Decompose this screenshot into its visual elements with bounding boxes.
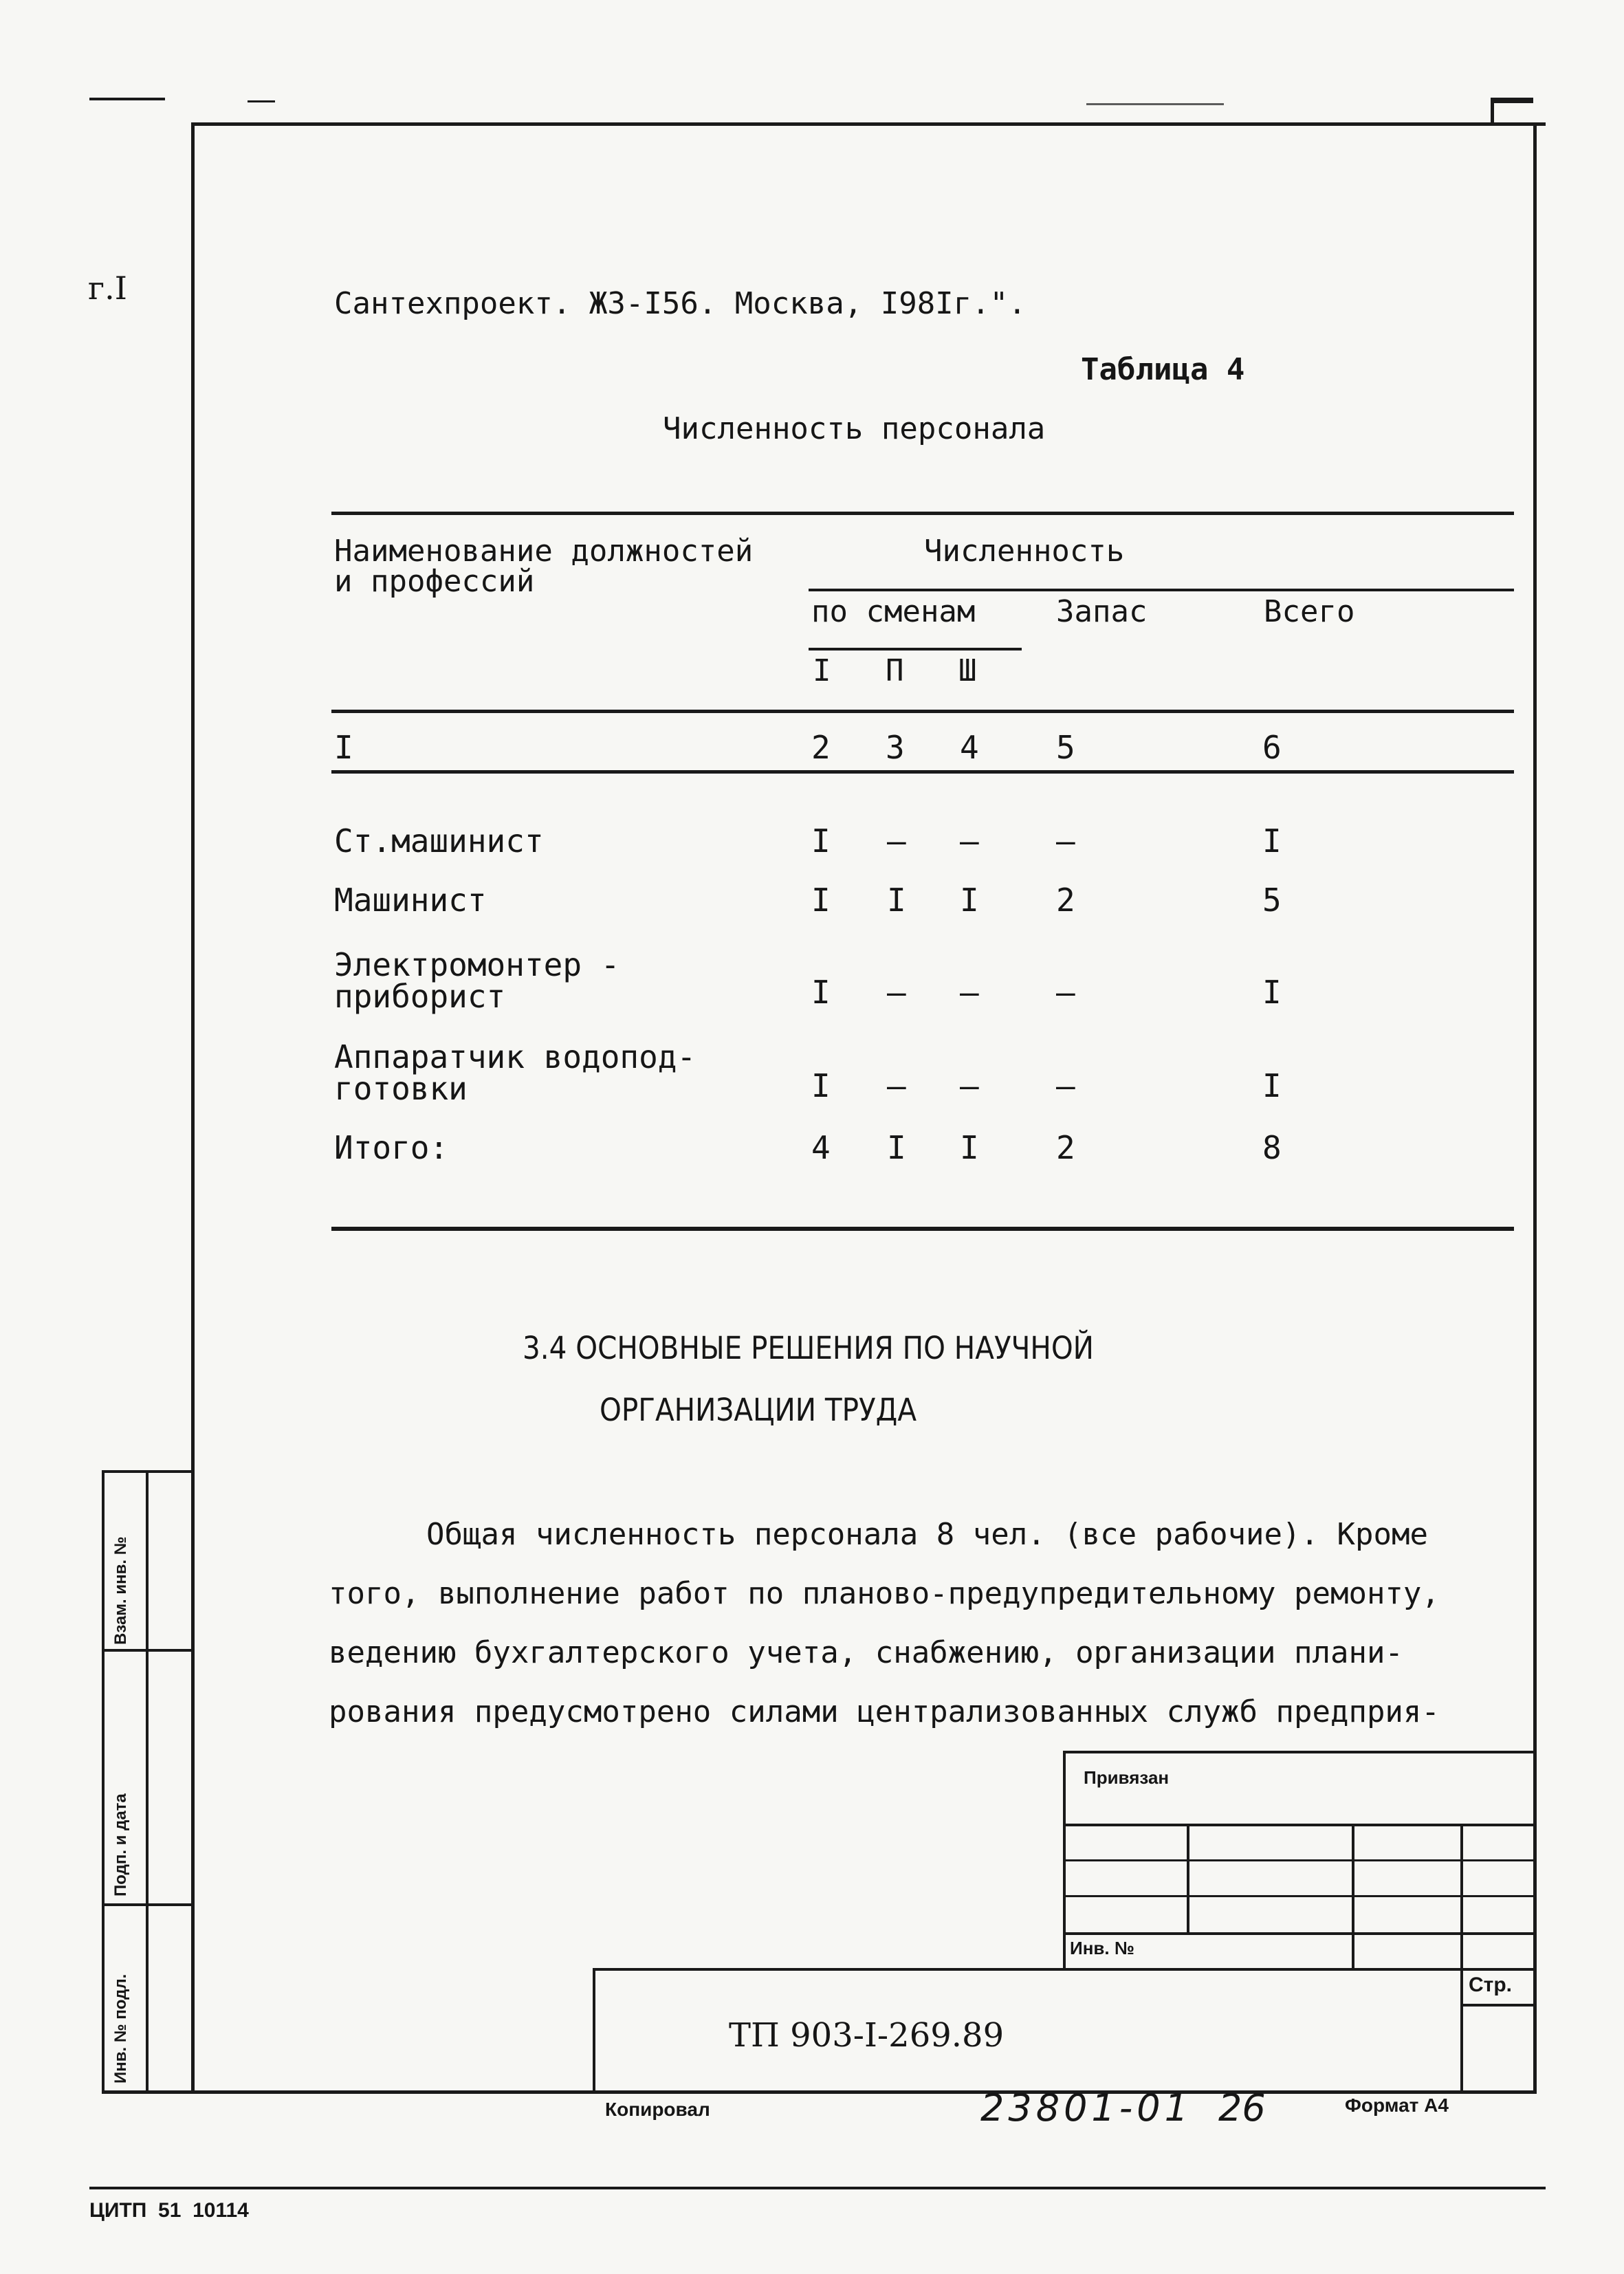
frame-left-border (191, 122, 195, 2093)
stamp-rule (1460, 2004, 1535, 2007)
paragraph-line: рования предусмотрено силами централизованных служб предприя- (329, 1694, 1440, 1729)
reserve-header: Запас (1056, 594, 1148, 629)
row-shift-3: I (960, 882, 979, 919)
row-shift-1: 4 (811, 1129, 831, 1166)
handwritten-code: 23801-01 (980, 2086, 1192, 2130)
index-cell: I (334, 729, 353, 766)
bottom-rule (89, 2187, 1546, 2189)
stamp-rule (1063, 1859, 1535, 1861)
stamp-rule (593, 1968, 595, 2093)
row-shift-1: I (811, 822, 831, 860)
index-cell: 5 (1056, 729, 1075, 766)
page-label: Стр. (1469, 1974, 1513, 1996)
stamp-rule (1460, 1824, 1463, 2093)
doc-code: ТП 903-I-269.89 (729, 2016, 1005, 2055)
side-label-sign: Подп. и дата (111, 1793, 130, 1896)
row-total: I (1262, 1067, 1282, 1104)
scan-mark (1491, 98, 1494, 124)
row-total: 5 (1262, 882, 1282, 919)
row-total: I (1262, 822, 1282, 860)
row-name: Электромонтер - приборист (334, 946, 620, 1015)
row-name: Аппаратчик водопод- готовки (334, 1038, 696, 1107)
row-shift-2: I (887, 1129, 906, 1166)
copied-label: Копировал (605, 2099, 710, 2120)
index-cell: 3 (886, 729, 905, 766)
side-stamp-rule (146, 1470, 149, 2093)
total-header: Всего (1264, 594, 1355, 629)
row-reserve: 2 (1056, 882, 1075, 919)
header-line: Сантехпроект. ЖЗ-I56. Москва, I98Iг.". (334, 286, 1027, 321)
shift-col-3: Ш (958, 653, 977, 688)
side-label-replace: Взам. инв. № (111, 1536, 130, 1645)
index-cell: 2 (811, 729, 831, 766)
row-reserve: – (1056, 974, 1075, 1011)
frame-top-border (191, 122, 1546, 126)
side-label-inv: Инв. № подл. (111, 1974, 130, 2084)
row-shift-2: – (887, 822, 906, 860)
row-shift-1: I (811, 974, 831, 1011)
stamp-rule (1063, 1932, 1535, 1935)
shift-col-2: П (886, 653, 904, 688)
stamp-rule (1063, 1824, 1535, 1826)
side-stamp-rule (102, 1470, 105, 2093)
index-cell: 4 (960, 729, 979, 766)
shift-header: по сменам (811, 594, 976, 629)
stamp-rule (593, 1968, 1535, 1971)
table-header-bottom-rule (331, 710, 1514, 713)
row-total: 8 (1262, 1129, 1282, 1166)
row-reserve: – (1056, 822, 1075, 860)
margin-mark: г.I (88, 270, 127, 307)
scan-mark (89, 98, 165, 100)
row-shift-2: – (887, 1067, 906, 1104)
row-name: Машинист (334, 882, 487, 919)
index-cell: 6 (1262, 729, 1282, 766)
scan-mark (1086, 103, 1224, 105)
row-name: Итого: (334, 1129, 449, 1166)
table-bottom-rule (331, 1227, 1514, 1231)
group-header: Численность (924, 534, 1125, 569)
paragraph-line: Общая численность персонала 8 чел. (все рабочие). Кроме (426, 1517, 1428, 1552)
table-top-rule (331, 512, 1514, 515)
format-label: Формат А4 (1345, 2095, 1449, 2116)
table-shift-rule (809, 648, 1022, 651)
row-total: I (1262, 974, 1282, 1011)
frame-bottom-border (102, 2090, 1537, 2094)
row-shift-1: I (811, 1067, 831, 1104)
paragraph-line: того, выполнение работ по планово-предупредительному ремонту, (329, 1576, 1440, 1611)
table-number: Таблица 4 (1081, 352, 1245, 387)
inv-label: Инв. № (1070, 1938, 1134, 1958)
side-stamp-rule (102, 1649, 193, 1652)
row-shift-3: – (960, 1067, 979, 1104)
row-reserve: 2 (1056, 1129, 1075, 1166)
scan-mark (248, 100, 275, 102)
section-title-line-1: 3.4 ОСНОВНЫЕ РЕШЕНИЯ ПО НАУЧНОЙ (523, 1330, 1094, 1366)
table-title: Численность персонала (663, 411, 1046, 446)
printer-mark: ЦИТП 51 10114 (89, 2199, 249, 2222)
row-shift-2: I (887, 882, 906, 919)
row-shift-3: I (960, 1129, 979, 1166)
shift-col-1: I (813, 653, 831, 688)
table-group-rule (809, 589, 1514, 591)
paragraph-line: ведению бухгалтерского учета, снабжению, организации плани- (329, 1635, 1403, 1670)
row-shift-1: I (811, 882, 831, 919)
row-shift-3: – (960, 822, 979, 860)
tied-label: Привязан (1084, 1767, 1170, 1788)
row-reserve: – (1056, 1067, 1075, 1104)
section-title-line-2: ОРГАНИЗАЦИИ ТРУДА (600, 1392, 917, 1428)
stamp-rule (1352, 1824, 1354, 1968)
stamp-rule (1063, 1751, 1535, 1753)
row-shift-3: – (960, 974, 979, 1011)
table-index-bottom-rule (331, 770, 1514, 774)
col-name-header: Наименование должностей и профессий (334, 534, 754, 599)
scan-mark (1492, 98, 1533, 103)
side-stamp-rule (102, 1903, 193, 1906)
row-shift-2: – (887, 974, 906, 1011)
handwritten-page: 26 (1218, 2086, 1266, 2130)
frame-right-border (1533, 122, 1537, 2093)
stamp-rule (1063, 1895, 1535, 1897)
row-name: Ст.машинист (334, 822, 544, 860)
stamp-rule (1187, 1824, 1189, 1932)
